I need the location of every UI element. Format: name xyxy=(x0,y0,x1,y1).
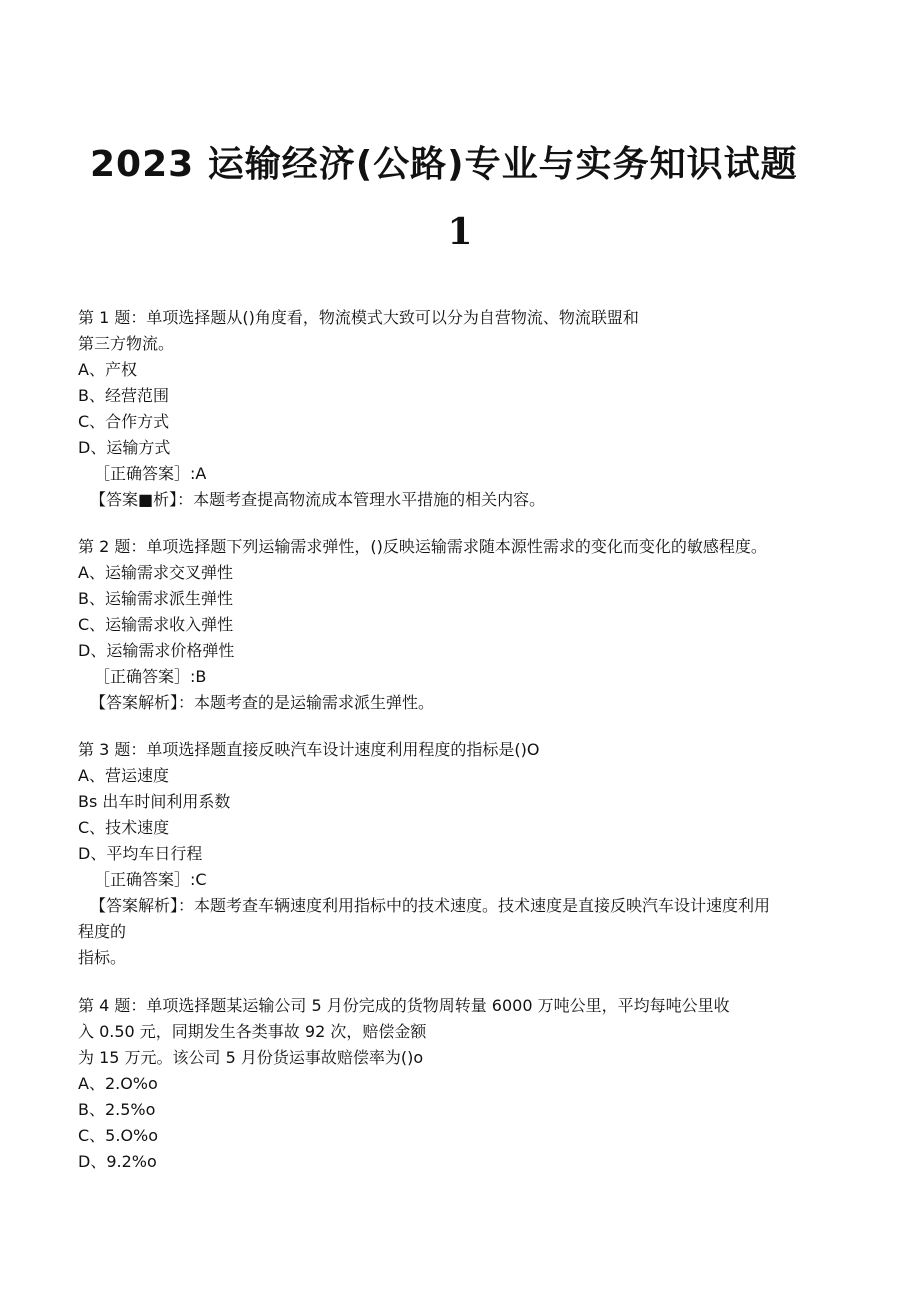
option-a: A、运输需求交叉弹性 xyxy=(78,563,233,582)
question-text: 入 0.50 元，同期发生各类事故 92 次，赔偿金额 xyxy=(78,1022,427,1041)
option-a: A、营运速度 xyxy=(78,766,169,785)
answer-analysis-continued: 程度的 xyxy=(78,922,127,941)
question-text: 第 2 题：单项选择题下列运输需求弹性，()反映运输需求随本源性需求的变化而变化的敏感程度。 xyxy=(78,537,767,556)
option-a: A、2.O%o xyxy=(78,1074,158,1093)
answer-analysis: 【答案■析】：本题考查提高物流成本管理水平措施的相关内容。 xyxy=(90,490,546,509)
document-title: 2023 运输经济(公路)专业与实务知识试题 xyxy=(90,144,798,185)
option-b: Bs 出车时间利用系数 xyxy=(78,792,231,811)
answer-analysis: 【答案解析】：本题考查的是运输需求派生弹性。 xyxy=(90,693,435,712)
option-d: D、运输需求价格弹性 xyxy=(78,641,235,660)
correct-answer: ［正确答案］:B xyxy=(94,667,207,686)
correct-answer: ［正确答案］:A xyxy=(94,464,207,483)
question-4 xyxy=(78,993,838,1175)
question-text: 第三方物流。 xyxy=(78,334,175,353)
question-text: 第 3 题：单项选择题直接反映汽车设计速度利用程度的指标是()O xyxy=(78,740,540,759)
question-text: 为 15 万元。该公司 5 月份货运事故赔偿率为()o xyxy=(78,1048,424,1067)
question-3 xyxy=(78,737,838,971)
option-b: B、经营范围 xyxy=(78,386,169,405)
correct-answer: ［正确答案］:C xyxy=(94,870,207,889)
option-b: B、运输需求派生弹性 xyxy=(78,589,233,608)
option-a: A、产权 xyxy=(78,360,137,379)
option-d: D、运输方式 xyxy=(78,438,171,457)
option-c: C、5.O%o xyxy=(78,1126,159,1145)
question-text: 第 4 题：单项选择题某运输公司 5 月份完成的货物周转量 6000 万吨公里，平均每吨公里收 xyxy=(78,996,730,1015)
question-1 xyxy=(78,305,838,513)
option-c: C、合作方式 xyxy=(78,412,170,431)
answer-analysis: 【答案解析】：本题考查车辆速度利用指标中的技术速度。技术速度是直接反映汽车设计速度利用 xyxy=(90,896,771,915)
question-2 xyxy=(78,534,838,716)
option-c: C、运输需求收入弹性 xyxy=(78,615,234,634)
answer-analysis-continued: 指标。 xyxy=(78,948,127,967)
option-c: C、技术速度 xyxy=(78,818,170,837)
option-d: D、平均车日行程 xyxy=(78,844,203,863)
document-title-number: 1 xyxy=(447,211,473,253)
option-d: D、9.2%o xyxy=(78,1152,157,1171)
question-text: 第 1 题：单项选择题从()角度看，物流模式大致可以分为自营物流、物流联盟和 xyxy=(78,308,639,327)
option-b: B、2.5%o xyxy=(78,1100,156,1119)
